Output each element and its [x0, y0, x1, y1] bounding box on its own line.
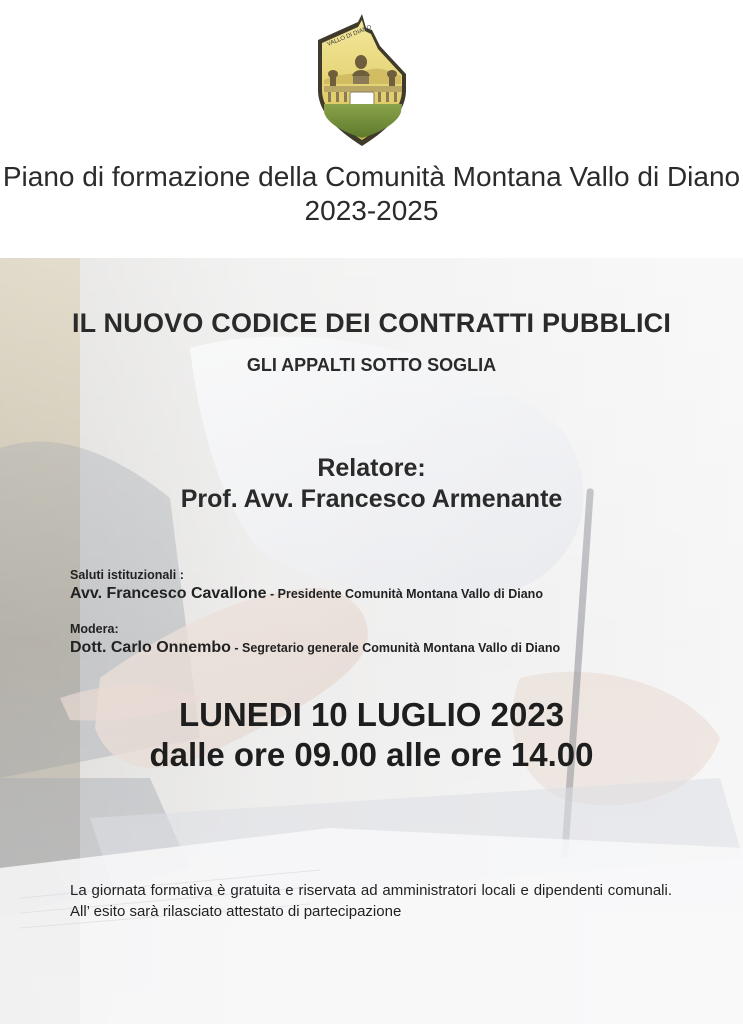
- page-title: Piano di formazione della Comunità Montana Vallo di Diano 2023-2025: [2, 161, 741, 226]
- event-subtitle: GLI APPALTI SOTTO SOGLIA: [246, 355, 497, 375]
- event-date: LUNEDI 10 LUGLIO 2023: [178, 696, 565, 733]
- moderator-label: Modera:: [70, 622, 119, 636]
- moderator-person: Dott. Carlo Onnembo: [70, 639, 231, 656]
- greetings-role: - Presidente Comunità Montana Vallo di Diano: [266, 587, 543, 601]
- greetings-person: Avv. Francesco Cavallone: [70, 585, 267, 602]
- header: [0, 0, 743, 258]
- speaker-label: Relatore:: [317, 454, 426, 482]
- footer-note: La giornata formativa è gratuita e riservata ad amministratori locali e dipendenti comunali. All’ esito sarà rilasciato attestato di partecipazione: [70, 882, 672, 920]
- crest-lettering: VALLO DI DIANO: [326, 24, 373, 48]
- coat-of-arms-icon: [310, 10, 414, 148]
- speaker-name: Prof. Avv. Francesco Armenante: [180, 485, 563, 513]
- greetings-line: [70, 585, 543, 603]
- moderator-role: - Segretario generale Comunità Montana Vallo di Diano: [230, 641, 561, 655]
- event-title: IL NUOVO CODICE DEI CONTRATTI PUBBLICI: [71, 308, 672, 338]
- greetings-label: Saluti istituzionali :: [70, 568, 184, 582]
- event-time: dalle ore 09.00 alle ore 14.00: [149, 736, 594, 773]
- moderator-line: [70, 639, 560, 657]
- event-content: [0, 258, 743, 1024]
